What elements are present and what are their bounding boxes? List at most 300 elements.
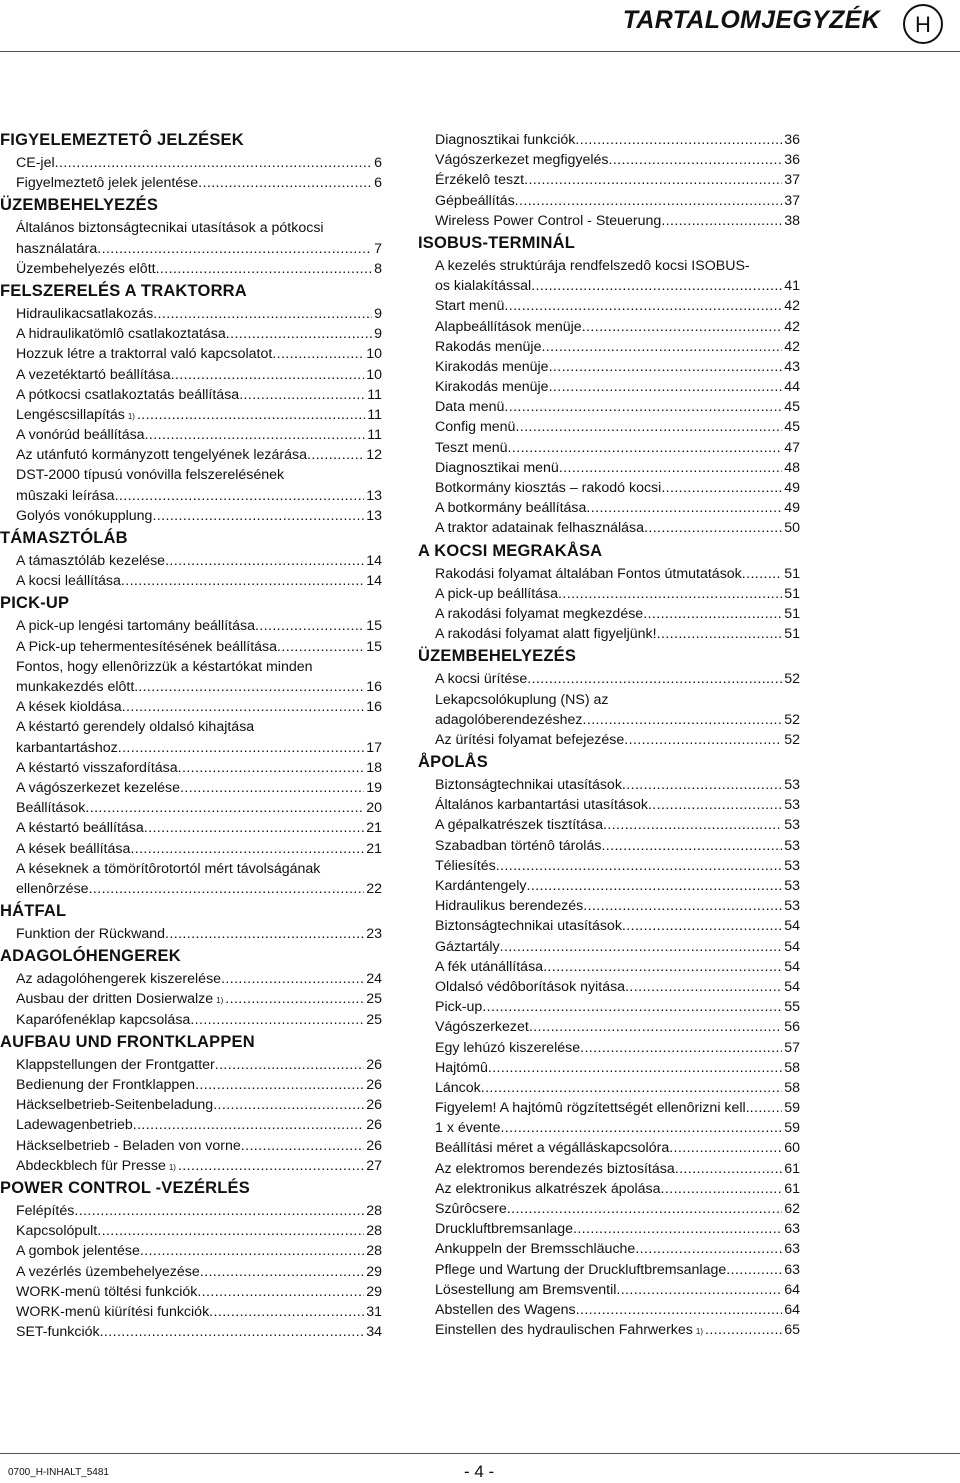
toc-entry[interactable] bbox=[418, 1038, 800, 1058]
toc-right-column bbox=[418, 130, 800, 1340]
toc-entry[interactable] bbox=[0, 839, 382, 859]
toc-entry-row bbox=[16, 304, 382, 324]
toc-entry-row bbox=[435, 1058, 800, 1078]
dot-leader bbox=[241, 1136, 364, 1156]
toc-entry-title: Config menü bbox=[435, 419, 516, 436]
toc-page-number: 53 bbox=[784, 878, 800, 895]
toc-entry-title: Az utánfutó kormányzott tengelyének lezárása bbox=[16, 447, 308, 464]
dot-leader bbox=[307, 445, 364, 465]
toc-page-number: 27 bbox=[366, 1157, 382, 1174]
toc-entry-row bbox=[435, 937, 800, 957]
dot-leader bbox=[156, 259, 373, 279]
toc-page-number: 53 bbox=[784, 797, 800, 814]
toc-entry[interactable] bbox=[0, 1055, 382, 1075]
toc-entry[interactable] bbox=[0, 218, 382, 258]
toc-entry[interactable] bbox=[418, 1058, 800, 1078]
toc-entry-row bbox=[435, 957, 800, 977]
toc-entry-title-line: A késeknek a tömörítôrotortól mért távolságának bbox=[16, 860, 321, 877]
toc-entry-title-line: Lekapcsolókuplung (NS) az bbox=[435, 691, 609, 708]
toc-entry-row bbox=[435, 317, 800, 337]
toc-entry-title: mûszaki leírása bbox=[16, 487, 115, 504]
toc-entry[interactable] bbox=[0, 153, 382, 173]
toc-entry[interactable] bbox=[418, 170, 800, 190]
toc-entry[interactable] bbox=[418, 730, 800, 750]
section-heading: POWER CONTROL -VEZÉRLÉS bbox=[0, 1178, 250, 1197]
toc-entry[interactable] bbox=[418, 458, 800, 478]
dot-leader bbox=[122, 697, 365, 717]
dot-leader bbox=[726, 1260, 782, 1280]
toc-entry[interactable] bbox=[418, 815, 800, 835]
toc-entry-title: WORK-menü kiürítési funkciók bbox=[16, 1303, 210, 1320]
toc-entry-title: Kirakodás menüje bbox=[435, 358, 549, 375]
toc-entry-title: Ankuppeln der Bremsschläuche bbox=[435, 1241, 636, 1258]
toc-page-number: 37 bbox=[784, 172, 800, 189]
toc-entry[interactable] bbox=[418, 977, 800, 997]
toc-page-number: 45 bbox=[784, 419, 800, 436]
toc-entry-title: Kirakodás menüje bbox=[435, 379, 549, 396]
dot-leader bbox=[255, 616, 364, 636]
toc-entry-title: A fék utánállítása bbox=[435, 958, 544, 975]
toc-entry[interactable] bbox=[418, 518, 800, 538]
dot-leader bbox=[200, 1262, 364, 1282]
toc-entry-row bbox=[435, 337, 800, 357]
toc-page-number: 61 bbox=[784, 1160, 800, 1177]
toc-entry[interactable] bbox=[418, 498, 800, 518]
toc-entry-title: adagolóberendezéshez bbox=[435, 711, 583, 728]
toc-entry-title: Botkormány kiosztás – rakodó kocsi bbox=[435, 480, 662, 497]
toc-entry-title: Data menü bbox=[435, 399, 505, 416]
toc-entry-row bbox=[435, 397, 800, 417]
toc-entry-row bbox=[16, 1262, 382, 1282]
dot-leader bbox=[121, 571, 364, 591]
toc-entry-title: Häckselbetrieb - Beladen von vorne bbox=[16, 1137, 241, 1154]
toc-page-number: 49 bbox=[784, 480, 800, 497]
toc-entry-title: Einstellen des hydraulischen Fahrwerkes bbox=[435, 1322, 693, 1339]
toc-entry[interactable] bbox=[0, 259, 382, 279]
toc-page-number: 60 bbox=[784, 1140, 800, 1157]
toc-entry-row bbox=[435, 296, 800, 316]
dot-leader bbox=[100, 1322, 365, 1342]
toc-page-number: 41 bbox=[784, 278, 800, 295]
toc-entry[interactable] bbox=[418, 795, 800, 815]
toc-page-number: 14 bbox=[366, 553, 382, 570]
toc-entry-title: A gépalkatrészek tisztítása bbox=[435, 817, 603, 834]
toc-entry[interactable] bbox=[0, 1136, 382, 1156]
toc-entry[interactable] bbox=[418, 669, 800, 689]
toc-entry-title: A gombok jelentése bbox=[16, 1243, 140, 1260]
toc-entry[interactable] bbox=[0, 697, 382, 717]
dot-leader bbox=[515, 417, 782, 437]
toc-entry[interactable] bbox=[418, 876, 800, 896]
toc-entry[interactable] bbox=[418, 438, 800, 458]
toc-entry-row bbox=[16, 259, 382, 279]
toc-entry[interactable] bbox=[418, 1199, 800, 1219]
toc-page-number: 59 bbox=[784, 1100, 800, 1117]
dot-leader bbox=[601, 836, 782, 856]
toc-page-number: 54 bbox=[784, 938, 800, 955]
dot-leader bbox=[97, 1221, 364, 1241]
toc-entry-title: Druckluftbremsanlage bbox=[435, 1221, 573, 1238]
toc-page-number: 12 bbox=[366, 447, 382, 464]
toc-entry-title: munkakezdés elôtt. bbox=[16, 678, 139, 695]
toc-entry-title: Pflege und Wartung der Druckluftbremsanlage bbox=[435, 1261, 727, 1278]
toc-entry[interactable] bbox=[0, 324, 382, 344]
toc-entry-title: WORK-menü töltési funkciók bbox=[16, 1283, 198, 1300]
toc-entry[interactable] bbox=[418, 1239, 800, 1259]
toc-entry[interactable] bbox=[0, 1156, 382, 1176]
toc-entry-title: SET-funkciók bbox=[16, 1324, 100, 1341]
toc-entry[interactable] bbox=[418, 856, 800, 876]
toc-entry[interactable] bbox=[0, 818, 382, 838]
dot-leader bbox=[558, 584, 782, 604]
toc-entry-row bbox=[16, 1302, 382, 1322]
toc-page-number: 29 bbox=[366, 1283, 382, 1300]
toc-entry-row bbox=[435, 876, 800, 896]
toc-entry-title: Lengéscsillapítás bbox=[16, 406, 125, 423]
toc-entry[interactable] bbox=[0, 1010, 382, 1030]
toc-entry-title: CE-jel bbox=[16, 155, 55, 171]
toc-entry[interactable] bbox=[418, 1219, 800, 1239]
toc-entry[interactable] bbox=[0, 859, 382, 899]
toc-entry-title: A támasztóláb kezelése bbox=[16, 553, 166, 570]
toc-entry[interactable] bbox=[0, 778, 382, 798]
dot-leader bbox=[529, 1017, 782, 1037]
toc-entry-row bbox=[435, 730, 800, 750]
toc-entry-row bbox=[435, 1118, 800, 1138]
toc-entry[interactable] bbox=[418, 256, 800, 296]
dot-leader bbox=[55, 153, 372, 173]
dot-leader bbox=[482, 997, 782, 1017]
toc-page-number: 24 bbox=[366, 971, 382, 988]
toc-entry[interactable] bbox=[0, 989, 382, 1009]
toc-entry[interactable] bbox=[418, 564, 800, 584]
toc-entry-row bbox=[435, 1098, 800, 1118]
toc-entry-row bbox=[16, 551, 382, 571]
toc-entry-title: Ladewagenbetrieb bbox=[16, 1117, 133, 1134]
toc-page-number: 54 bbox=[784, 978, 800, 995]
dot-leader bbox=[138, 677, 364, 697]
toc-entry[interactable] bbox=[418, 130, 800, 150]
toc-entry-row bbox=[16, 1156, 382, 1178]
toc-entry-row bbox=[435, 710, 800, 730]
toc-entry-title: Általános karbantartási utasítások bbox=[435, 797, 648, 814]
dot-leader bbox=[622, 775, 782, 795]
toc-entry-title: A rakodási folyamat alatt figyeljünk! bbox=[435, 626, 657, 643]
toc-page-number: 49 bbox=[784, 500, 800, 517]
toc-left-column bbox=[0, 128, 382, 1342]
toc-entry[interactable] bbox=[418, 1159, 800, 1179]
toc-entry-title: A kocsi leállítása bbox=[16, 573, 121, 590]
toc-entry-row bbox=[435, 276, 800, 296]
toc-page-number: 53 bbox=[784, 837, 800, 854]
toc-entry-row bbox=[435, 377, 800, 397]
toc-entry-title: A pick-up lengési tartomány beállítása bbox=[16, 618, 255, 635]
toc-entry[interactable] bbox=[0, 571, 382, 591]
dot-leader bbox=[504, 296, 782, 316]
toc-entry[interactable] bbox=[418, 1280, 800, 1300]
toc-entry[interactable] bbox=[0, 758, 382, 778]
toc-entry[interactable] bbox=[0, 506, 382, 526]
toc-page-number: 53 bbox=[784, 777, 800, 794]
toc-page-number: 31 bbox=[366, 1303, 382, 1320]
toc-entry[interactable] bbox=[0, 657, 382, 697]
dot-leader bbox=[661, 211, 782, 231]
toc-entry[interactable] bbox=[0, 445, 382, 465]
footnote-marker: 1) bbox=[168, 1162, 176, 1172]
toc-entry[interactable] bbox=[418, 1078, 800, 1098]
toc-entry-title: Az ürítési folyamat befejezése bbox=[435, 731, 625, 748]
toc-page-number: 23 bbox=[366, 926, 382, 943]
toc-entry-title: Kapcsolópult bbox=[16, 1223, 98, 1240]
toc-entry-title: Hozzuk létre a traktorral való kapcsolatot bbox=[16, 346, 273, 363]
toc-entry-row bbox=[435, 1219, 800, 1239]
toc-entry-row bbox=[435, 604, 800, 624]
toc-entry[interactable] bbox=[0, 1201, 382, 1221]
toc-entry-row bbox=[16, 989, 382, 1011]
toc-entry-title: Gépbeállítás bbox=[435, 192, 515, 209]
dot-leader bbox=[209, 1302, 364, 1322]
toc-page-number: 58 bbox=[784, 1079, 800, 1096]
toc-entry-title: Rakodás menüje bbox=[435, 338, 542, 355]
toc-entry-row bbox=[16, 1055, 382, 1075]
toc-entry-row bbox=[16, 425, 382, 445]
toc-entry[interactable] bbox=[0, 1282, 382, 1302]
toc-entry-row bbox=[435, 1017, 800, 1037]
toc-entry[interactable] bbox=[418, 997, 800, 1017]
toc-entry-row bbox=[435, 815, 800, 835]
dot-leader bbox=[272, 344, 364, 364]
toc-page-number: 10 bbox=[366, 346, 382, 363]
toc-entry-title: Figyelmeztetô jelek jelentése bbox=[16, 175, 199, 192]
toc-entry-row bbox=[16, 637, 382, 657]
toc-entry[interactable] bbox=[0, 1302, 382, 1322]
toc-entry[interactable] bbox=[0, 637, 382, 657]
toc-entry-title: A botkormány beállítása bbox=[435, 500, 587, 517]
toc-entry-title: Figyelem! A hajtómû rögzítettségét ellenôrizni kell. bbox=[435, 1100, 750, 1117]
toc-entry-title-line: Fontos, hogy ellenôrizzük a késtartókat minden bbox=[16, 658, 313, 675]
toc-page-number: 15 bbox=[366, 638, 382, 655]
toc-page-number: 61 bbox=[784, 1180, 800, 1197]
toc-entry-title: Az adagolóhengerek kiszerelése bbox=[16, 971, 222, 988]
toc-entry[interactable] bbox=[0, 616, 382, 636]
toc-entry[interactable] bbox=[418, 775, 800, 795]
toc-entry[interactable] bbox=[418, 1118, 800, 1138]
toc-entry[interactable] bbox=[418, 211, 800, 231]
toc-entry-row bbox=[435, 150, 800, 170]
toc-entry[interactable] bbox=[0, 173, 382, 193]
toc-entry-title: os kialakítással bbox=[435, 278, 532, 295]
toc-entry[interactable] bbox=[418, 1300, 800, 1320]
toc-entry-row bbox=[435, 458, 800, 478]
toc-entry[interactable] bbox=[418, 604, 800, 624]
toc-entry-row bbox=[435, 997, 800, 1017]
dot-leader bbox=[508, 438, 783, 458]
toc-entry-row bbox=[435, 357, 800, 377]
dot-leader bbox=[669, 1138, 782, 1158]
toc-page-number: 36 bbox=[784, 152, 800, 169]
dot-leader bbox=[504, 397, 782, 417]
toc-entry[interactable] bbox=[0, 969, 382, 989]
dot-leader bbox=[507, 1199, 782, 1219]
toc-page-number: 64 bbox=[784, 1301, 800, 1318]
toc-entry[interactable] bbox=[418, 1138, 800, 1158]
toc-entry[interactable] bbox=[418, 478, 800, 498]
toc-entry[interactable] bbox=[418, 1260, 800, 1280]
section-heading: ÜZEMBEHELYEZÉS bbox=[418, 647, 577, 666]
dot-leader bbox=[153, 304, 372, 324]
toc-entry[interactable] bbox=[0, 1075, 382, 1095]
dot-leader bbox=[197, 1282, 364, 1302]
toc-entry-row bbox=[16, 1322, 382, 1342]
toc-entry[interactable] bbox=[0, 1115, 382, 1135]
toc-entry-row bbox=[16, 1115, 382, 1135]
toc-entry-title: karbantartáshoz bbox=[16, 739, 118, 756]
toc-entry-row bbox=[16, 324, 382, 344]
dot-leader bbox=[130, 839, 364, 859]
toc-entry-title: Diagnosztikai funkciók bbox=[435, 132, 576, 148]
header-divider bbox=[0, 51, 960, 52]
dot-leader bbox=[527, 669, 782, 689]
toc-entry-title: Pick-up bbox=[435, 999, 483, 1016]
toc-entry[interactable] bbox=[418, 296, 800, 316]
dot-leader bbox=[575, 130, 782, 150]
toc-entry[interactable] bbox=[0, 1262, 382, 1282]
toc-page-number: 18 bbox=[366, 759, 382, 776]
toc-entry[interactable] bbox=[418, 937, 800, 957]
toc-page-number: 45 bbox=[784, 399, 800, 416]
toc-entry[interactable] bbox=[418, 1098, 800, 1118]
toc-entry-row bbox=[435, 977, 800, 997]
dot-leader bbox=[144, 818, 364, 838]
toc-entry[interactable] bbox=[418, 317, 800, 337]
toc-entry[interactable] bbox=[0, 717, 382, 757]
toc-entry-row bbox=[16, 1010, 382, 1030]
dot-leader bbox=[118, 738, 364, 758]
toc-entry[interactable] bbox=[0, 798, 382, 818]
toc-entry-title: A vezérlés üzembehelyezése bbox=[16, 1263, 200, 1280]
dot-leader bbox=[586, 498, 782, 518]
toc-entry-row bbox=[16, 818, 382, 838]
toc-page-number: 28 bbox=[366, 1202, 382, 1219]
toc-entry-title-line: DST-2000 típusú vonóvilla felszerelésének bbox=[16, 467, 285, 484]
toc-entry-title: Az elektronikus alkatrészek ápolása bbox=[435, 1180, 661, 1197]
toc-entry[interactable] bbox=[418, 1179, 800, 1199]
toc-entry[interactable] bbox=[0, 344, 382, 364]
toc-entry[interactable] bbox=[0, 1221, 382, 1241]
toc-entry-title: Ausbau der dritten Dosierwalze bbox=[16, 991, 214, 1008]
section-heading: TÁMASZTÓLÁB bbox=[0, 529, 128, 548]
toc-entry[interactable] bbox=[0, 425, 382, 445]
toc-entry-title: Teszt menü bbox=[435, 439, 508, 456]
toc-entry[interactable] bbox=[418, 916, 800, 936]
toc-entry[interactable] bbox=[0, 405, 382, 425]
toc-entry[interactable] bbox=[418, 690, 800, 730]
toc-entry-title: A pótkocsi csatlakoztatás beállítása bbox=[16, 386, 240, 403]
toc-entry[interactable] bbox=[0, 551, 382, 571]
toc-entry[interactable] bbox=[418, 957, 800, 977]
toc-entry[interactable] bbox=[418, 836, 800, 856]
toc-entry-title: Rakodási folyamat általában Fontos útmutatások bbox=[435, 565, 742, 582]
toc-page-number: 34 bbox=[366, 1324, 382, 1341]
toc-entry[interactable] bbox=[418, 377, 800, 397]
toc-entry[interactable] bbox=[418, 150, 800, 170]
toc-entry-row bbox=[16, 677, 382, 697]
toc-entry[interactable] bbox=[418, 337, 800, 357]
toc-entry[interactable] bbox=[418, 397, 800, 417]
toc-page-number: 13 bbox=[366, 487, 382, 504]
toc-entry[interactable] bbox=[0, 1322, 382, 1342]
toc-page-number: 54 bbox=[784, 918, 800, 935]
toc-entry[interactable] bbox=[418, 417, 800, 437]
toc-entry-row bbox=[16, 153, 382, 173]
toc-entry[interactable] bbox=[0, 365, 382, 385]
toc-entry-title: Diagnosztikai menü bbox=[435, 459, 559, 476]
toc-entry-title: Üzembehelyezés elôtt bbox=[16, 260, 156, 277]
toc-entry[interactable] bbox=[0, 385, 382, 405]
toc-entry-row bbox=[435, 1239, 800, 1259]
toc-entry-row bbox=[435, 775, 800, 795]
toc-entry-title: Beállítási méret a végálláskapcsolóra bbox=[435, 1140, 670, 1157]
toc-entry-title: A kések kioldása bbox=[16, 699, 122, 716]
toc-entry[interactable] bbox=[418, 1017, 800, 1037]
dot-leader bbox=[742, 564, 782, 584]
toc-entry[interactable] bbox=[418, 357, 800, 377]
dot-leader bbox=[221, 969, 364, 989]
toc-entry[interactable] bbox=[418, 624, 800, 644]
toc-entry[interactable] bbox=[0, 1241, 382, 1261]
toc-entry[interactable] bbox=[418, 191, 800, 211]
dot-leader bbox=[583, 710, 783, 730]
dot-leader bbox=[576, 1300, 783, 1320]
toc-page-number: 51 bbox=[784, 605, 800, 622]
toc-entry-row bbox=[16, 1136, 382, 1156]
toc-entry[interactable] bbox=[418, 896, 800, 916]
toc-entry[interactable] bbox=[0, 1095, 382, 1115]
toc-entry-row bbox=[16, 924, 382, 944]
toc-entry[interactable] bbox=[0, 924, 382, 944]
toc-entry-row bbox=[435, 896, 800, 916]
toc-entry-title: Kardántengely bbox=[435, 878, 527, 895]
toc-page-number: 26 bbox=[366, 1056, 382, 1073]
toc-entry[interactable] bbox=[418, 1320, 800, 1340]
footnote-marker: 1) bbox=[695, 1327, 703, 1337]
toc-entry[interactable] bbox=[0, 304, 382, 324]
dot-leader bbox=[644, 518, 782, 538]
toc-entry-row bbox=[435, 1199, 800, 1219]
toc-entry-row bbox=[435, 1280, 800, 1300]
toc-page-number: 22 bbox=[366, 880, 382, 897]
toc-entry-title: A pick-up beállítása bbox=[435, 585, 559, 602]
toc-entry-title: A Pick-up tehermentesítésének beállítása bbox=[16, 638, 278, 655]
toc-entry-title: Abdeckblech für Presse bbox=[16, 1157, 166, 1174]
toc-entry-title: Szûrôcsere bbox=[435, 1201, 507, 1218]
toc-entry-row bbox=[16, 839, 382, 859]
dot-leader bbox=[190, 1010, 364, 1030]
toc-page-number: 26 bbox=[366, 1077, 382, 1094]
toc-entry-row bbox=[435, 584, 800, 604]
toc-entry[interactable] bbox=[0, 465, 382, 505]
dot-leader bbox=[215, 1055, 364, 1075]
toc-entry-title: Lösestellung am Bremsventil bbox=[435, 1281, 617, 1298]
toc-entry[interactable] bbox=[418, 584, 800, 604]
toc-page-number: 42 bbox=[784, 298, 800, 315]
dot-leader bbox=[97, 239, 372, 259]
toc-entry-title: használatára bbox=[16, 240, 98, 257]
section-heading: ADAGOLÓHENGEREK bbox=[0, 947, 181, 966]
dot-leader bbox=[225, 989, 364, 1009]
footer-divider bbox=[0, 1453, 960, 1454]
toc-page-number: 52 bbox=[784, 671, 800, 688]
